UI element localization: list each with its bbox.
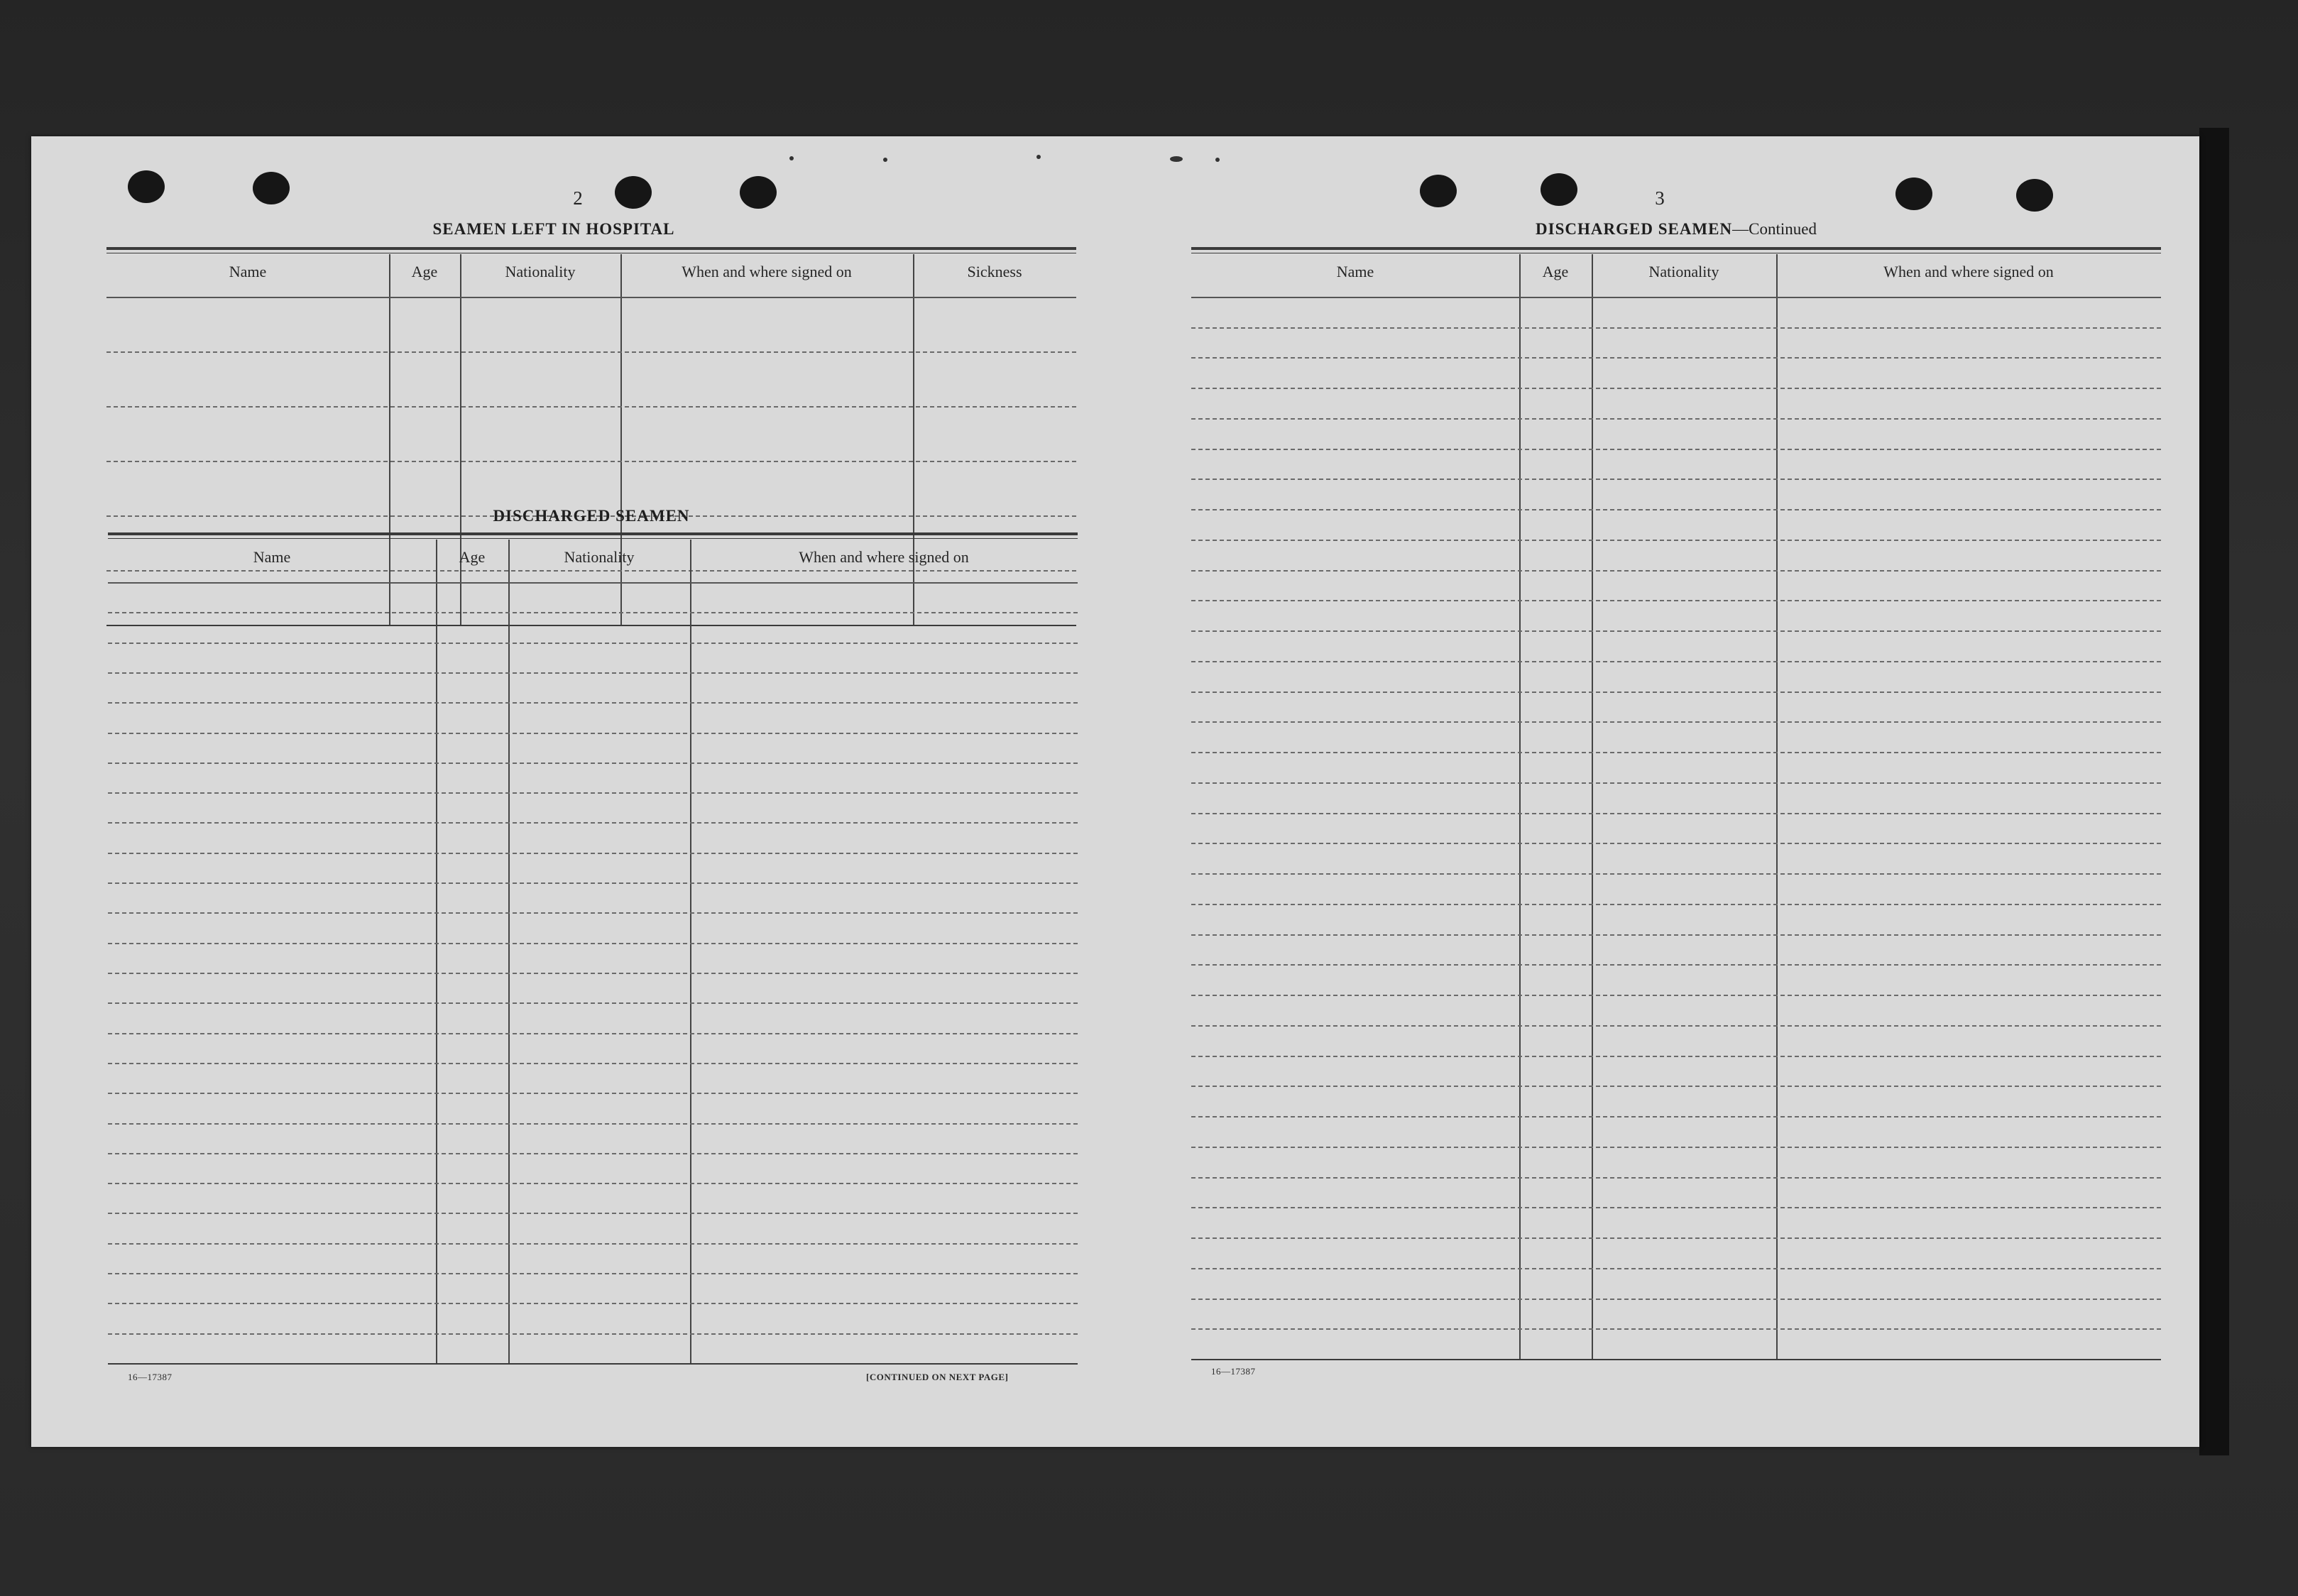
ruled-row-line: [1191, 843, 2161, 844]
ruled-row-line: [108, 612, 1078, 613]
ruled-row-line: [108, 1243, 1078, 1245]
hospital-header-rule: [106, 297, 1076, 298]
ruled-row-line: [1191, 661, 2161, 662]
ruled-row-line: [1191, 1177, 2161, 1179]
ruled-row-line: [108, 1093, 1078, 1094]
right-discharged-title-main: DISCHARGED SEAMEN: [1536, 220, 1733, 238]
ruled-row-line: [1191, 1237, 2161, 1239]
hospital-top-rule: [106, 247, 1076, 250]
dust-speck: [883, 158, 887, 162]
discharged-table-left: [108, 540, 1078, 1363]
right-divider: [1776, 254, 1778, 1359]
left-page-number: 2: [573, 187, 583, 209]
ruled-row-line: [1191, 327, 2161, 329]
right-discharged-title: [1191, 220, 2161, 239]
ruled-row-line: [1191, 1116, 2161, 1117]
right-col-name: Name: [1336, 263, 1374, 280]
punch-hole: [253, 172, 290, 204]
discharged-col-age: Age: [459, 548, 486, 566]
ruled-row-line: [1191, 752, 2161, 753]
discharged-col-signed-on: When and where signed on: [799, 548, 969, 566]
punch-hole: [1541, 173, 1577, 206]
dust-speck: [789, 156, 794, 160]
scanner-edge-strip: [2199, 128, 2229, 1455]
ruled-row-line: [108, 702, 1078, 704]
discharged-header-rule: [108, 582, 1078, 584]
discharged-right-bottom-rule: [1191, 1359, 2161, 1360]
punch-hole: [2016, 179, 2053, 212]
ruled-row-line: [1191, 813, 2161, 814]
ruled-row-line: [1191, 904, 2161, 905]
discharged-table-right: [1191, 254, 2161, 1359]
ruled-row-line: [106, 406, 1076, 408]
punch-hole: [1895, 177, 1932, 210]
ruled-row-line: [1191, 721, 2161, 723]
ruled-row-line: [108, 973, 1078, 974]
ruled-row-line: [1191, 479, 2161, 480]
ruled-row-line: [106, 461, 1076, 462]
ruled-row-line: [108, 763, 1078, 764]
right-discharged-title-suffix: —Continued: [1732, 220, 1817, 238]
ruled-row-line: [108, 1303, 1078, 1304]
ruled-row-line: [1191, 600, 2161, 601]
discharged-section-title: DISCHARGED SEAMEN: [493, 507, 690, 525]
ruled-row-line: [108, 733, 1078, 734]
ruled-row-line: [108, 643, 1078, 644]
right-divider: [1519, 254, 1521, 1359]
ruled-row-line: [1191, 1299, 2161, 1300]
ruled-row-line: [1191, 630, 2161, 632]
hospital-col-age: Age: [411, 263, 438, 280]
ruled-row-line: [1191, 782, 2161, 784]
ruled-row-line: [1191, 540, 2161, 541]
ruled-row-line: [1191, 388, 2161, 389]
ruled-row-line: [1191, 570, 2161, 572]
ruled-row-line: [1191, 509, 2161, 510]
hospital-col-nationality: Nationality: [505, 263, 576, 280]
discharged-col-name: Name: [253, 548, 291, 566]
punch-hole: [740, 176, 777, 209]
ruled-row-line: [1191, 692, 2161, 693]
ruled-row-line: [108, 882, 1078, 884]
right-page-number: 3: [1655, 187, 1665, 209]
ruled-row-line: [1191, 1056, 2161, 1057]
discharged-divider: [508, 540, 510, 1363]
ruled-row-line: [1191, 357, 2161, 359]
ruled-row-line: [1191, 1328, 2161, 1330]
ruled-row-line: [1191, 1207, 2161, 1208]
ruled-row-line: [1191, 873, 2161, 875]
right-top-rule: [1191, 247, 2161, 250]
ruled-row-line: [108, 1033, 1078, 1034]
right-col-age: Age: [1542, 263, 1569, 280]
ruled-row-line: [1191, 1025, 2161, 1027]
ruled-row-line: [1191, 1147, 2161, 1148]
right-header-rule: [1191, 297, 2161, 298]
ruled-row-line: [108, 792, 1078, 794]
ruled-row-line: [106, 351, 1076, 353]
ruled-row-line: [108, 1213, 1078, 1214]
left-form-number: 16—17387: [128, 1372, 173, 1382]
right-divider: [1592, 254, 1593, 1359]
hospital-col-signed-on: When and where signed on: [682, 263, 852, 280]
ruled-row-line: [108, 1063, 1078, 1064]
dust-speck: [1170, 156, 1183, 162]
hospital-col-sickness: Sickness: [967, 263, 1022, 280]
ruled-row-line: [108, 1153, 1078, 1154]
discharged-col-nationality: Nationality: [564, 548, 635, 566]
ruled-row-line: [1191, 1268, 2161, 1269]
ruled-row-line: [1191, 964, 2161, 966]
ruled-row-line: [108, 822, 1078, 824]
ruled-row-line: [1191, 934, 2161, 936]
hospital-col-name: Name: [229, 263, 267, 280]
ruled-row-line: [108, 1273, 1078, 1274]
ruled-row-line: [108, 912, 1078, 914]
hospital-section-title: SEAMEN LEFT IN HOSPITAL: [432, 220, 675, 238]
ruled-row-line: [1191, 449, 2161, 450]
punch-hole: [615, 176, 652, 209]
right-col-nationality: Nationality: [1648, 263, 1719, 280]
punch-hole: [128, 170, 165, 203]
continued-note: [CONTINUED ON NEXT PAGE]: [866, 1372, 1009, 1382]
ruled-row-line: [108, 672, 1078, 674]
ruled-row-line: [108, 1002, 1078, 1004]
dust-speck: [1036, 155, 1041, 159]
ruled-row-line: [108, 943, 1078, 944]
document-sheet: [31, 136, 2199, 1447]
ruled-row-line: [108, 1333, 1078, 1335]
dust-speck: [1215, 158, 1220, 162]
ruled-row-line: [108, 853, 1078, 854]
discharged-left-bottom-rule: [108, 1363, 1078, 1365]
ruled-row-line: [108, 1123, 1078, 1125]
discharged-top-rule-thin: [108, 538, 1078, 539]
discharged-divider: [690, 540, 691, 1363]
discharged-top-rule: [108, 532, 1078, 535]
ruled-row-line: [1191, 1086, 2161, 1087]
punch-hole: [1420, 175, 1457, 207]
ruled-row-line: [108, 1183, 1078, 1184]
discharged-divider: [436, 540, 437, 1363]
right-col-signed-on: When and where signed on: [1883, 263, 2054, 280]
right-form-number: 16—17387: [1211, 1366, 1256, 1377]
ruled-row-line: [1191, 995, 2161, 996]
ruled-row-line: [1191, 418, 2161, 420]
